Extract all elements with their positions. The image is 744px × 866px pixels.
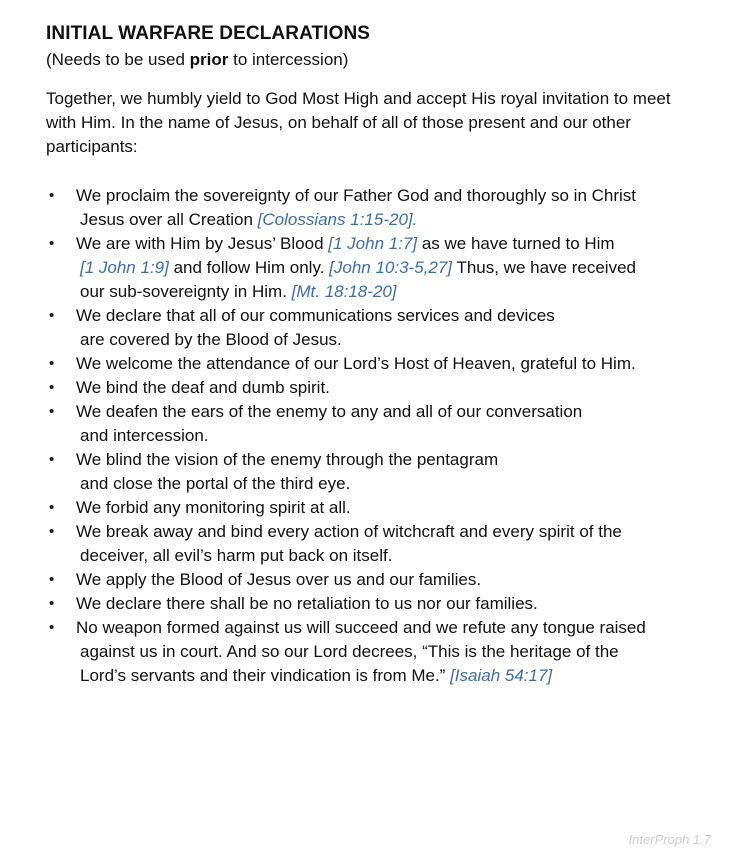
bullet-icon: • [49,307,55,324]
bullet-icon: • [49,187,55,204]
item-line: and close the portal of the third eye. [80,474,351,493]
subtitle-prefix: (Needs to be used [46,50,190,69]
bullet-icon: • [49,595,55,612]
list-item [46,592,736,616]
page-subtitle [46,48,736,72]
item-text: and follow Him only. [168,258,330,277]
item-line: We welcome the attendance of our Lord’s Host of Heaven, grateful to Him. [76,354,636,373]
item-line: No weapon formed against us will succeed and we refute any tongue raised [76,618,646,637]
list-item [46,352,736,376]
item-text: Thus, we have received [452,258,636,277]
list-item [46,520,736,568]
item-line: We proclaim the sovereignty of our Father God and thoroughly so in Christ [76,186,637,205]
item-text: We are with Him by Jesus’ Blood [76,234,329,253]
item-line [76,256,736,280]
bullet-icon: • [49,403,55,420]
item-line [76,664,736,688]
list-item [46,568,736,592]
list-item [46,448,736,496]
list-item [46,496,736,520]
bullet-icon: • [49,379,55,396]
item-text: as we have turned to Him [417,234,615,253]
scripture-reference: [John 10:3-5,27] [329,258,453,277]
item-line: We declare there shall be no retaliation to us nor our families. [76,594,538,613]
bullet-icon: • [49,499,55,516]
bullet-icon: • [49,235,55,252]
scripture-reference: [1 John 1:7] [328,234,418,253]
declaration-group-communications [46,304,736,376]
page-title: INITIAL WARFARE DECLARATIONS [46,23,371,44]
item-line: We blind the vision of the enemy through the pentagram [76,450,499,469]
item-line: against us in court. And so our Lord decrees, “This is the heritage of the [80,642,619,661]
declaration-group-enemy [46,400,736,520]
item-text: Lord’s servants and their vindication is from Me.” [80,666,451,685]
list-item [46,376,736,400]
intro-paragraph: Together, we humbly yield to God Most High and accept His royal invitation to meet with Him. In the name of Jesus, on behalf of all of those present and our other participants: [46,89,671,156]
item-line: We bind the deaf and dumb spirit. [76,378,330,397]
item-text: our sub-sovereignty in Him. [80,282,292,301]
bullet-icon: • [49,619,55,636]
subtitle-suffix: to intercession) [228,50,349,69]
scripture-reference: [1 John 1:9] [80,258,169,277]
item-line: We apply the Blood of Jesus over us and our families. [76,570,482,589]
subtitle-emphasis: prior [189,50,229,69]
item-line: deceiver, all evil’s harm put back on itself. [80,546,393,565]
list-item [46,304,736,352]
declaration-group-protection [46,568,736,688]
item-line [76,232,736,256]
scripture-reference: [Mt. 18:18-20] [291,282,397,301]
bullet-icon: • [49,451,55,468]
list-item [46,184,736,232]
footer-version-label: InterProph 1.7 [628,832,711,847]
bullet-icon: • [49,355,55,372]
item-text: Jesus over all Creation [80,210,258,229]
document-page [46,22,736,688]
item-line [76,280,736,304]
list-item [46,232,736,304]
item-line: are covered by the Blood of Jesus. [80,330,342,349]
list-item [46,400,736,448]
item-line [76,208,736,232]
declaration-group-witchcraft [46,520,736,568]
item-line: We break away and bind every action of witchcraft and every spirit of the [76,522,622,541]
item-line: We declare that all of our communications services and devices [76,306,555,325]
bullet-icon: • [49,571,55,588]
bullet-icon: • [49,523,55,540]
scripture-reference: [Colossians 1:15-20]. [257,210,418,229]
declaration-group-bind [46,376,736,400]
item-line: We forbid any monitoring spirit at all. [76,498,351,517]
item-line: We deafen the ears of the enemy to any and all of our conversation [76,402,583,421]
scripture-reference: [Isaiah 54:17] [450,666,553,685]
declaration-group-sovereignty [46,184,736,304]
item-line: and intercession. [80,426,209,445]
list-item [46,616,736,688]
